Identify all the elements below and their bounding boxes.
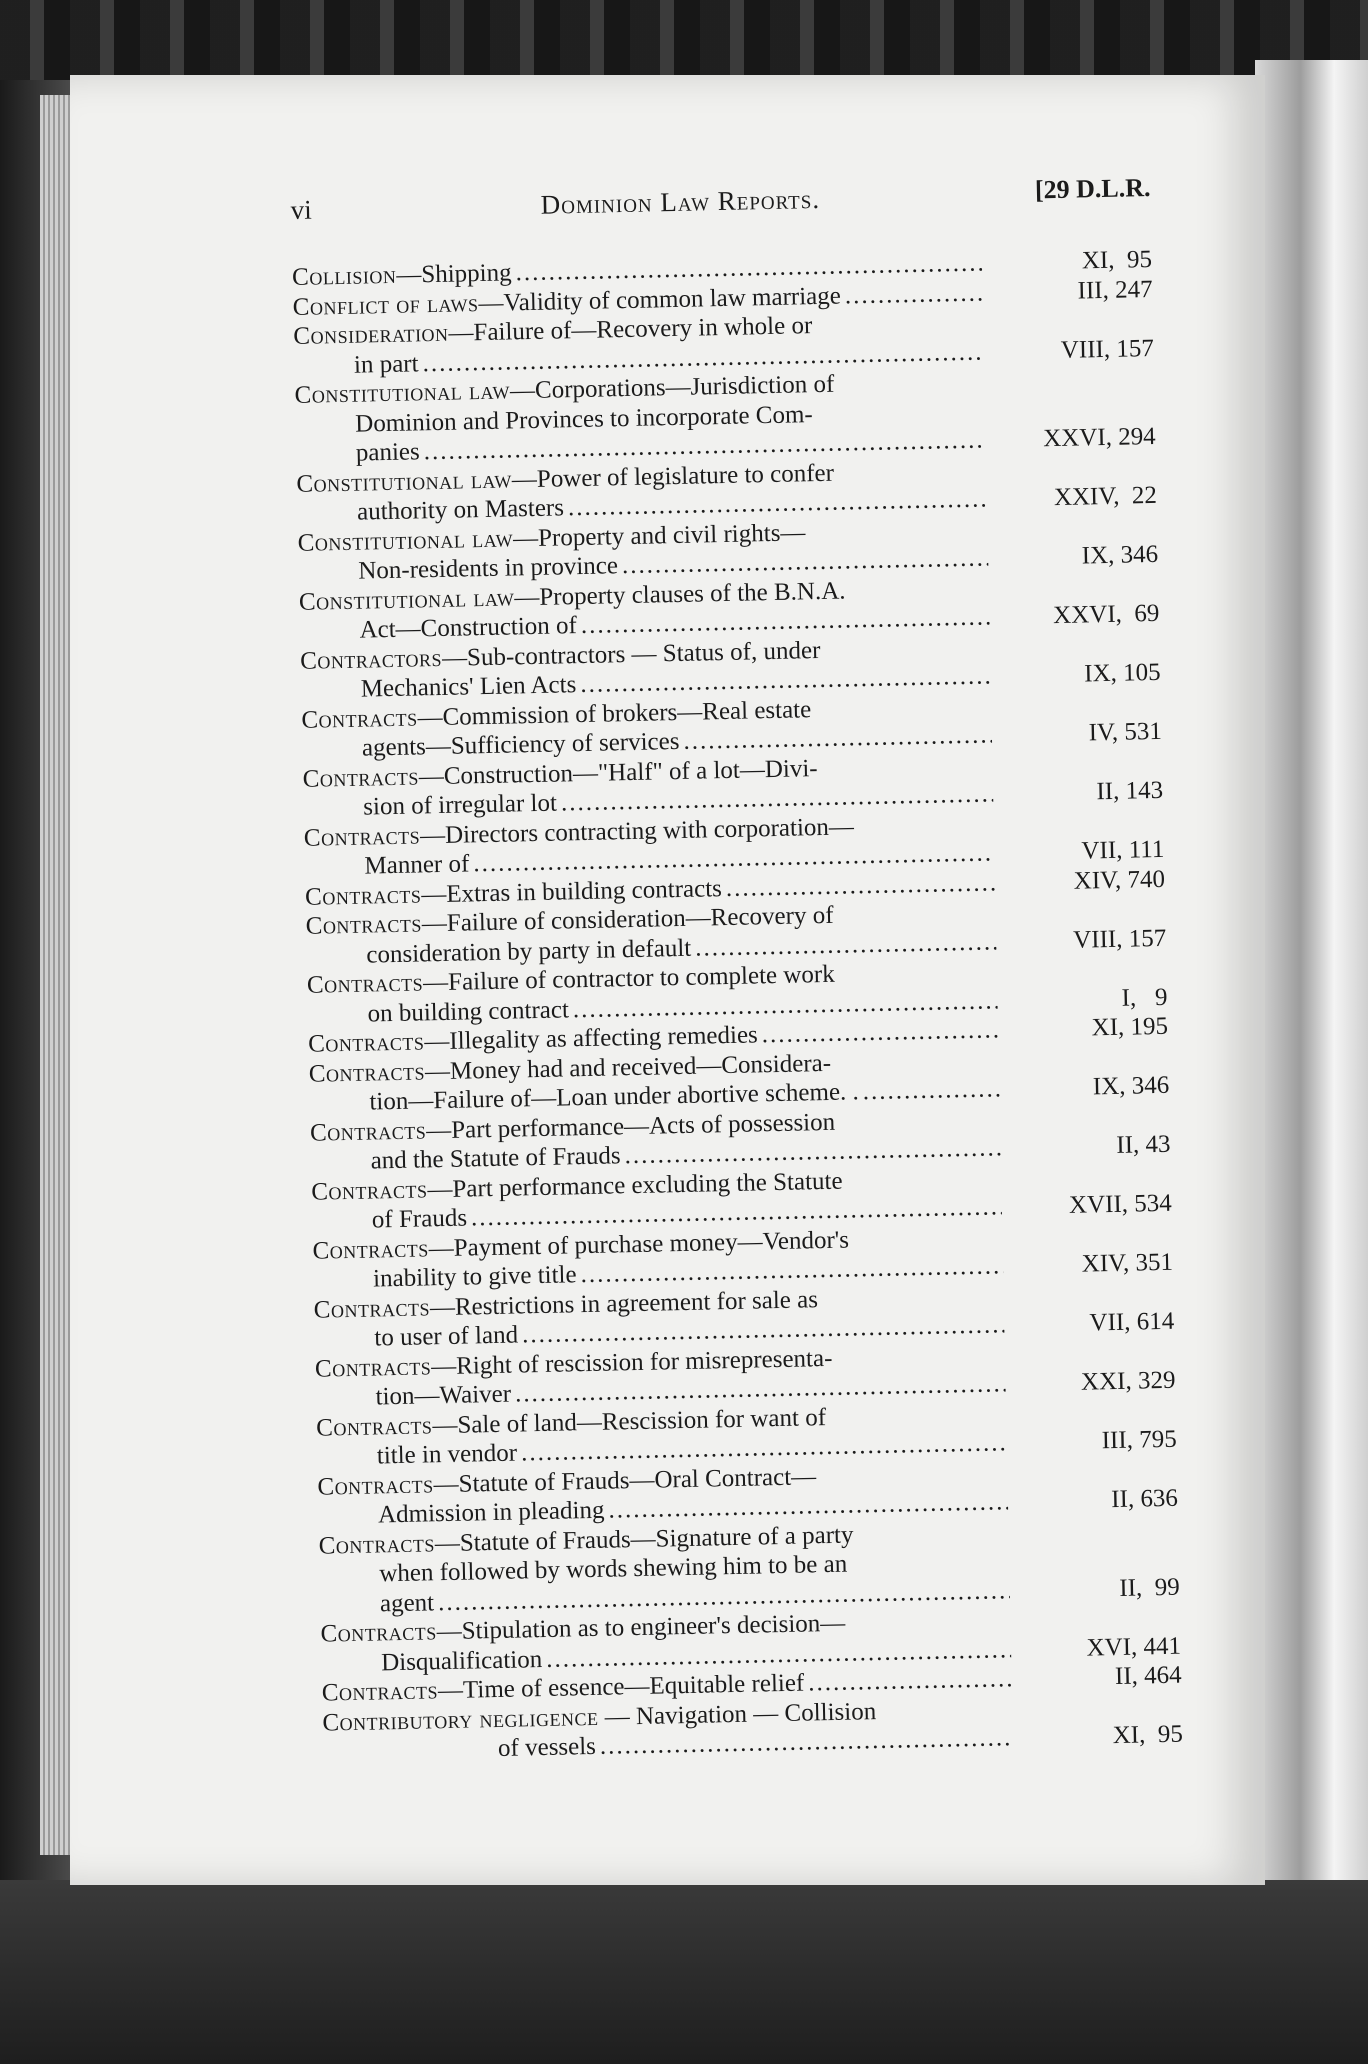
entry-reference: II, 99 bbox=[1119, 1573, 1181, 1602]
page-folio: vi bbox=[290, 194, 313, 225]
entry-line-text: —Power of legislature to confer bbox=[511, 459, 835, 493]
entry-text bbox=[318, 1517, 1010, 1620]
entry-line-text: —Directors contracting with corporation— bbox=[419, 812, 855, 849]
entry-heading: Contracts bbox=[317, 1470, 434, 1501]
entry-heading: Contracts bbox=[309, 1116, 427, 1147]
entry-line-text: — Navigation — Collision bbox=[598, 1697, 877, 1731]
entry-reference: XI, 95 bbox=[1112, 1720, 1184, 1750]
entry-heading: Constitutional law bbox=[296, 465, 513, 498]
entry-line-text: —Right of rescission for misrepresenta- bbox=[430, 1344, 833, 1380]
entry-line-text: —Illegality as affecting remedies bbox=[424, 1021, 759, 1056]
entry-text bbox=[294, 367, 986, 470]
entry-reference: VII, 111 bbox=[1081, 835, 1165, 865]
entry-line-text: Admission in pleading bbox=[377, 1496, 605, 1529]
entry-line-text: of vessels bbox=[497, 1732, 597, 1762]
entry-line-text: when followed by words shewing him to be an bbox=[379, 1550, 848, 1588]
entry-heading: Consideration bbox=[293, 319, 449, 350]
entry-heading: Contracts bbox=[321, 1677, 439, 1707]
entry-line-text: —Part performance—Acts of possession bbox=[425, 1108, 836, 1144]
entry-reference: XVII, 534 bbox=[1068, 1189, 1173, 1219]
entry-line-text: sion of irregular lot bbox=[362, 789, 558, 821]
entry-reference: XXIV, 22 bbox=[1053, 481, 1158, 512]
entry-reference: II, 464 bbox=[1114, 1661, 1182, 1691]
entry-reference: XIV, 351 bbox=[1081, 1248, 1174, 1278]
entry-line-text: agent bbox=[379, 1588, 435, 1617]
entry-reference: III, 795 bbox=[1101, 1425, 1177, 1455]
entry-line-text: Disqualification bbox=[380, 1645, 543, 1676]
entry-reference: XI, 95 bbox=[1081, 245, 1153, 275]
entry-heading: Contracts bbox=[320, 1618, 438, 1648]
entry-heading: Contracts bbox=[318, 1529, 436, 1560]
entry-reference: XI, 195 bbox=[1091, 1012, 1169, 1042]
entry-line-text: —Sale of land—Rescission for want of bbox=[432, 1403, 827, 1439]
entry-line-text: tion—Waiver bbox=[375, 1380, 512, 1411]
page-content bbox=[290, 157, 1183, 1767]
entry-reference: IX, 346 bbox=[1081, 540, 1159, 570]
entry-line-text: tion—Failure of—Loan under abortive scheme. . bbox=[369, 1078, 860, 1116]
entry-reference: VIII, 157 bbox=[1072, 924, 1167, 954]
entry-line-text: —Stipulation as to engineer's decision— bbox=[436, 1609, 846, 1646]
entry-heading: Contracts bbox=[313, 1293, 431, 1324]
entry-line-text: —Property and civil rights— bbox=[512, 518, 806, 552]
entry-line-text: —Shipping bbox=[396, 259, 512, 289]
entry-reference: I, 9 bbox=[1121, 983, 1168, 1012]
entry-heading: Contracts bbox=[315, 1411, 433, 1442]
entry-line-text: consideration by party in default bbox=[366, 934, 692, 969]
entry-line-text: agents—Sufficiency of services bbox=[361, 727, 680, 762]
entry-heading: Constitutional law bbox=[294, 377, 511, 409]
entry-line-text: title in vendor bbox=[376, 1439, 518, 1470]
entry-reference: XXI, 329 bbox=[1080, 1366, 1176, 1396]
entry-heading: Contracts bbox=[307, 1028, 425, 1058]
entry-reference: XXVI, 294 bbox=[1042, 422, 1156, 453]
entry-reference: IV, 531 bbox=[1088, 717, 1163, 747]
page-stack-right bbox=[1255, 60, 1368, 2064]
entry-line-text: —Extras in building contracts bbox=[420, 874, 723, 908]
entry-heading: Contracts bbox=[302, 762, 420, 793]
entry-heading: Contracts bbox=[308, 1057, 426, 1088]
entry-line-text: to user of land bbox=[374, 1321, 519, 1352]
entry-line-text: —Failure of—Recovery in whole or bbox=[448, 312, 813, 347]
entry-line-text: Act—Construction of bbox=[359, 612, 578, 644]
entry-line-text: —Time of essence—Equitable relief bbox=[437, 1669, 805, 1705]
entry-heading: Contracts bbox=[306, 969, 424, 999]
entry-line-text: —Sub-contractors — Status of, under bbox=[441, 636, 821, 672]
entry-line-text: Mechanics' Lien Acts bbox=[360, 671, 577, 703]
entry-reference: III, 247 bbox=[1077, 275, 1153, 305]
entry-line-text: —Statute of Frauds—Oral Contract— bbox=[433, 1462, 817, 1498]
entry-line-text: and the Statute of Frauds bbox=[370, 1142, 621, 1175]
entry-heading: Constitutional law bbox=[297, 524, 514, 557]
dot-leader bbox=[862, 1074, 999, 1106]
entry-line-text: in part bbox=[353, 349, 419, 379]
entry-line-text: —Validity of common law marriage bbox=[478, 281, 842, 317]
dot-leader bbox=[808, 1664, 1012, 1698]
entry-reference: XVI, 441 bbox=[1086, 1632, 1182, 1662]
entry-heading: Contracts bbox=[303, 821, 421, 852]
book-bottom-shadow bbox=[0, 1880, 1368, 2064]
entry-reference: II, 636 bbox=[1110, 1484, 1179, 1514]
entry-line-text: of Frauds bbox=[371, 1204, 468, 1234]
entry-heading: Constitutional law bbox=[298, 583, 515, 616]
entry-line-text: —Restrictions in agreement for sale as bbox=[429, 1285, 819, 1321]
index-entries bbox=[292, 245, 1183, 1767]
entry-line-text: —Failure of consideration—Recovery of bbox=[421, 901, 834, 938]
entry-heading: Contracts bbox=[304, 880, 422, 911]
entry-line-text: —Failure of contractor to complete work bbox=[422, 960, 836, 997]
entry-line-text: —Statute of Frauds—Signature of a party bbox=[434, 1521, 854, 1557]
entry-line-text: Non-residents in province bbox=[358, 552, 619, 585]
entry-heading: Contracts bbox=[305, 910, 423, 940]
entry-heading: Contractors bbox=[299, 644, 443, 675]
entry-heading: Contracts bbox=[311, 1175, 428, 1206]
entry-line-text: authority on Masters bbox=[356, 494, 565, 526]
entry-heading: Contracts bbox=[312, 1234, 429, 1265]
entry-reference: XIV, 740 bbox=[1073, 865, 1166, 895]
entry-line-text: —Part performance excluding the Statute bbox=[427, 1167, 843, 1203]
running-title: Dominion Law Reports. bbox=[540, 183, 821, 220]
entry-heading: Collision bbox=[291, 261, 397, 291]
entry-reference: IX, 346 bbox=[1092, 1071, 1170, 1101]
volume-reference: [29 D.L.R. bbox=[1034, 172, 1151, 205]
entry-reference: II, 143 bbox=[1096, 776, 1164, 806]
entry-heading: Contracts bbox=[314, 1352, 432, 1383]
entry-reference: IX, 105 bbox=[1083, 658, 1161, 688]
entry-line-text: —Construction—"Half" of a lot—Divi- bbox=[418, 754, 818, 790]
entry-line-text: —Commission of brokers—Real estate bbox=[417, 695, 812, 731]
entry-line-text: —Property clauses of the B.N.A. bbox=[514, 576, 846, 611]
entry-line-text: inability to give title bbox=[372, 1261, 577, 1293]
entry-heading: Conflict of laws bbox=[292, 289, 479, 321]
entry-line-text: —Payment of purchase money—Vendor's bbox=[428, 1226, 850, 1262]
entry-line-text: on building contract bbox=[367, 995, 570, 1028]
entry-line-text: Manner of bbox=[364, 850, 470, 880]
entry-reference: VII, 614 bbox=[1089, 1307, 1175, 1337]
entry-line-text: —Corporations—Jurisdiction of bbox=[509, 370, 835, 405]
entry-line-text: panies bbox=[355, 438, 420, 467]
entry-line-text: —Money had and received—Considera- bbox=[424, 1049, 832, 1085]
entry-reference: II, 43 bbox=[1116, 1130, 1171, 1159]
entry-heading: Contracts bbox=[301, 703, 418, 734]
dot-leader bbox=[844, 278, 982, 310]
entry-reference: VIII, 157 bbox=[1060, 334, 1155, 364]
entry-reference: XXVI, 69 bbox=[1052, 599, 1160, 630]
entry-heading: Contributory negligence bbox=[322, 1703, 599, 1737]
entry-line-text: Dominion and Provinces to incorporate Com- bbox=[354, 400, 813, 438]
